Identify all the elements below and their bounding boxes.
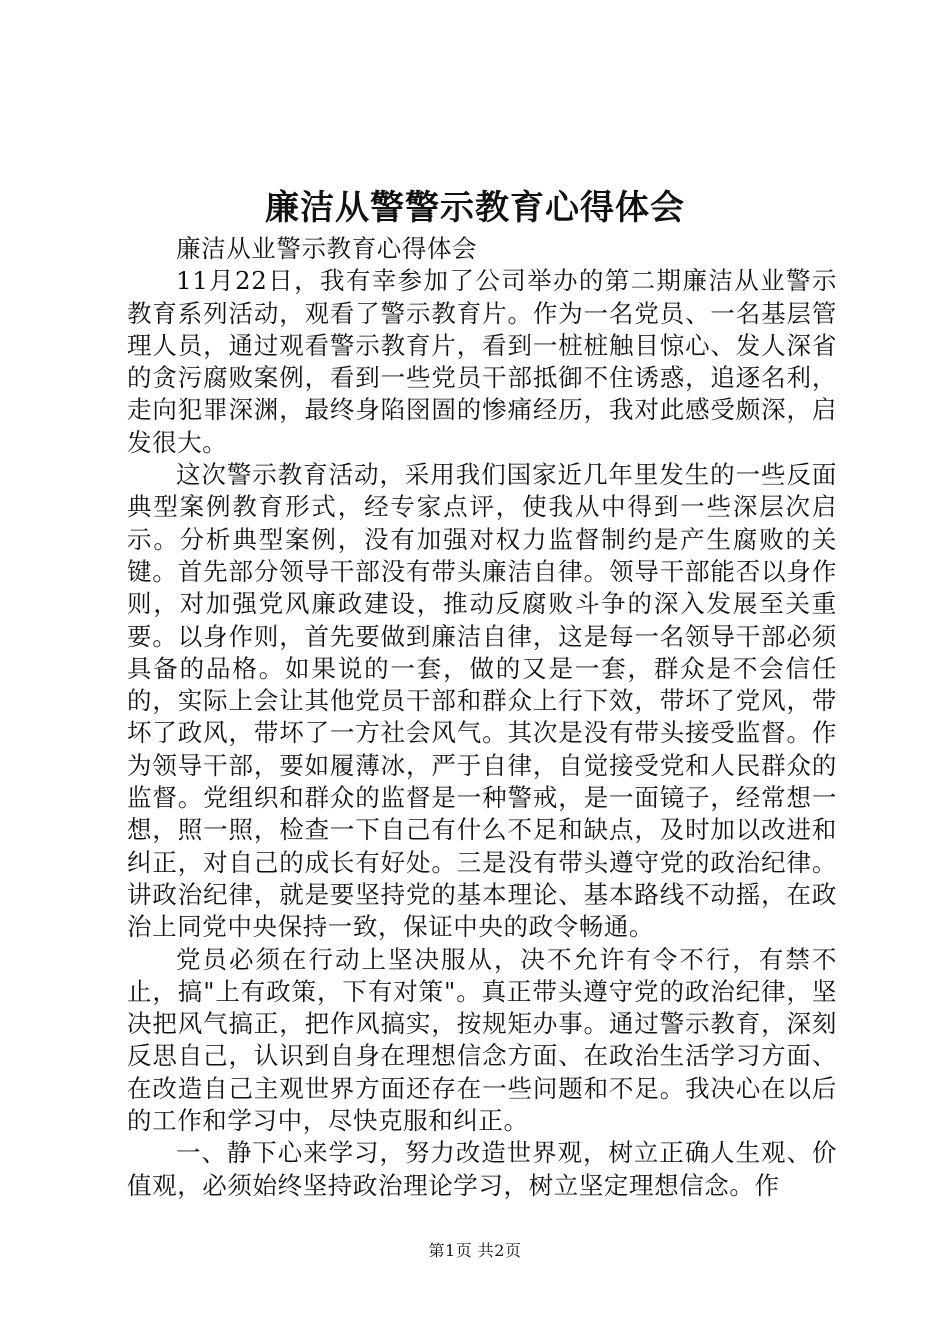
subtitle-paragraph: 廉洁从业警示教育心得体会 (176, 234, 478, 263)
body-paragraph-3: 党员必须在行动上坚决服从，决不允许有令不行，有禁不止，搞"上有政策，下有对策"。真正带头遵守党的政治纪律，坚决把风气搞正，把作风搞实，按规矩办事。通过警示教育，深刻反思自己，认识到自身在理想信念方面、在政治生活学习方面、在改造自己主观世界方面还存在一些问题和不足。我决心在以后的工作和学习中，尽快克服和纠正。 (127, 944, 837, 1136)
body-paragraph-2: 这次警示教育活动，采用我们国家近几年里发生的一些反面典型案例教育形式，经专家点评，使我从中得到一些深层次启示。分析典型案例，没有加强对权力监督制约是产生腐败的关键。首先部分领导干部没有带头廉洁自律。领导干部能否以身作则，对加强党风廉政建设，推动反腐败斗争的深入发展至关重要。以身作则，首先要做到廉洁自律，这是每一名领导干部必须具备的品格。如果说的一套，做的又是一套，群众是不会信任的，实际上会让其他党员干部和群众上行下效，带坏了党风，带坏了政风，带坏了一方社会风气。其次是没有带头接受监督。作为领导干部，要如履薄冰，严于自律，自觉接受党和人民群众的监督。党组织和群众的监督是一种警戒，是一面镜子，经常想一想，照一照，检查一下自己有什么不足和缺点，及时加以改进和纠正，对自己的成长有好处。三是没有带头遵守党的政治纪律。讲政治纪律，就是要坚持党的基本理论、基本路线不动摇，在政治上同党中央保持一致，保证中央的政令畅通。 (127, 460, 837, 942)
body-paragraph-1: 11月22日，我有幸参加了公司举办的第二期廉洁从业警示教育系列活动，观看了警示教育片。作为一名党员、一名基层管理人员，通过观看警示教育片，看到一桩桩触目惊心、发人深省的贪污腐败案例，看到一些党员干部抵御不住诱惑，追逐名利，走向犯罪深渊，最终身陷囹圄的惨痛经历，我对此感受颇深，启发很大。 (127, 266, 837, 457)
page-number-footer: 第1页 共2页 (428, 1241, 522, 1260)
document-title: 廉洁从警警示教育心得体会 (265, 188, 685, 228)
document-body (127, 233, 837, 1202)
body-paragraph-4: 一、静下心来学习，努力改造世界观，树立正确人生观、价值观，必须始终坚持政治理论学习，树立坚定理想信念。作 (127, 1138, 837, 1200)
